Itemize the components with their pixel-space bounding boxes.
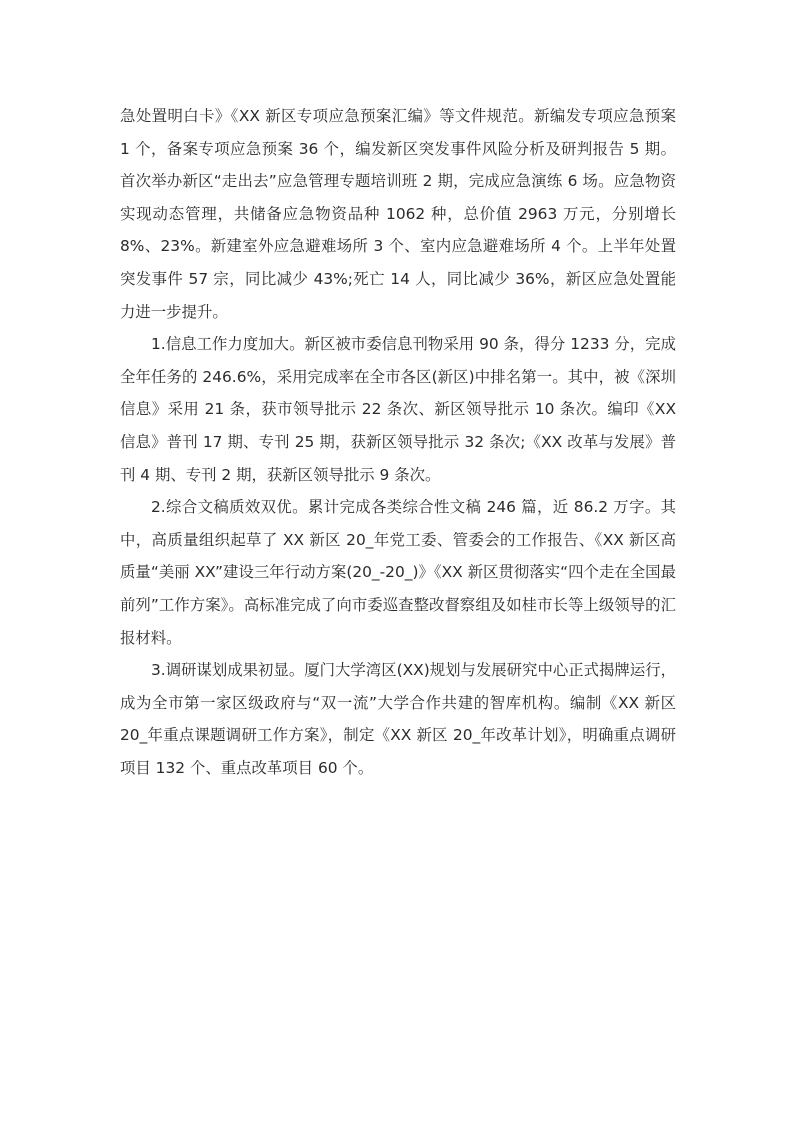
paragraph-emergency-management: 急处置明白卡》《XX 新区专项应急预案汇编》等文件规范。新编发专项应急预案 1 个，备案专项应急预案 36 个，编发新区突发事件风险分析及研判报告 5 期。首次举办新区“走出去”应急管理专题培训班 2 期，完成应急演练 6 场。应急物资实现动态管理，共储备应急物资品种 1062 种，总价值 2963 万元，分别增长 8%、23%。新建室外应急避难场所 3 个、室内应急避难场所 4 个。上半年处置突发事件 57 宗，同比减少 43%;死亡 14 人，同比减少 36%，新区应急处置能力进一步提升。 [120,107,676,321]
document-body [120,100,676,784]
paragraph-research-planning: 3.调研谋划成果初显。厦门大学湾区(XX)规划与发展研究中心正式揭牌运行，成为全市第一家区级政府与“双一流”大学合作共建的智库机构。编制《XX 新区 20_年重点课题调研工作方案》，制定《XX 新区 20_年改革计划》，明确重点调研项目 132 个、重点改革项目 60 个。 [120,661,676,777]
paragraph-comprehensive-documents: 2.综合文稿质效双优。累计完成各类综合性文稿 246 篇，近 86.2 万字。其中，高质量组织起草了 XX 新区 20_年党工委、管委会的工作报告、《XX 新区高质量“美丽 XX”建设三年行动方案(20_-20_)》《XX 新区贯彻落实“四个走在全国最前列”工作方案》。高标准完成了向市委巡查整改督察组及如桂市长等上级领导的汇报材料。 [120,498,676,647]
paragraph-information-work: 1.信息工作力度加大。新区被市委信息刊物采用 90 条，得分 1233 分，完成全年任务的 246.6%，采用完成率在全市各区(新区)中排名第一。其中，被《深圳信息》采用 21 条，获市领导批示 22 条次、新区领导批示 10 条次。编印《XX 信息》普刊 17 期、专刊 25 期，获新区领导批示 32 条次;《XX 改革与发展》普刊 4 期、专刊 2 期，获新区领导批示 9 条次。 [120,335,676,484]
